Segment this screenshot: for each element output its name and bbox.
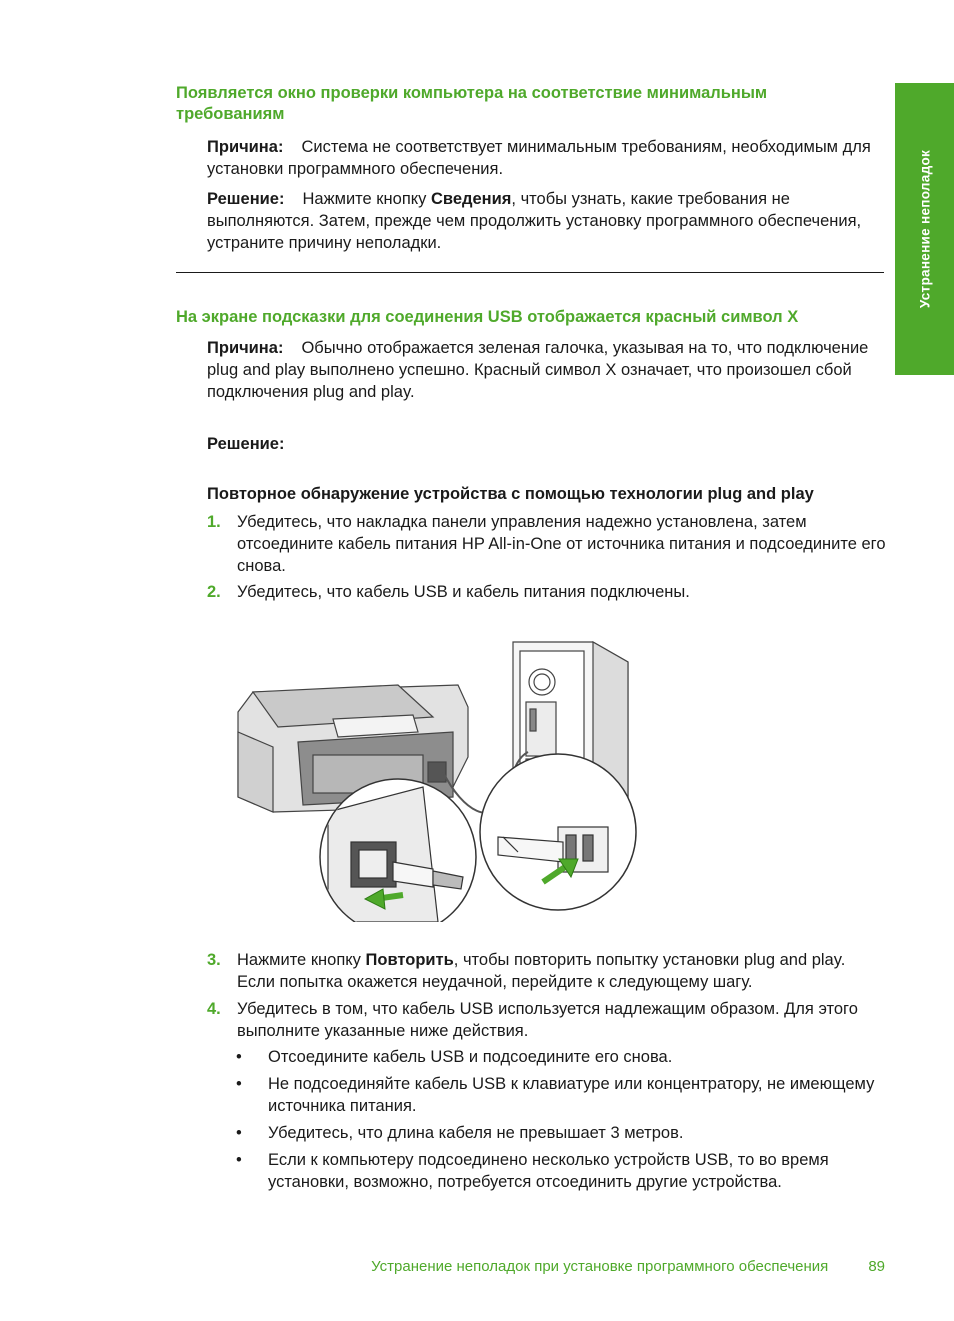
solution-label: Решение: bbox=[207, 190, 285, 208]
footer-section-title: Устранение неполадок при установке программного обеспечения bbox=[371, 1258, 829, 1275]
section1-heading: Появляется окно проверки компьютера на соответствие минимальным требованиям bbox=[176, 84, 768, 123]
bullet-symbol: • bbox=[236, 1075, 242, 1093]
step-text: Убедитесь, что накладка панели управления надежно установлена, затем отсоедините кабель питания HP All-in-One от источника питания и подсоедините его снова. bbox=[237, 513, 886, 575]
bullet-item bbox=[236, 1122, 888, 1144]
section2-solution bbox=[207, 433, 887, 455]
step-text-post: , чтобы повторить попытку установки plug and play. Если попытка окажется неудачной, перейдите к следующему шагу. bbox=[237, 951, 846, 991]
usb-connection-illustration bbox=[233, 637, 643, 922]
step-number: 4. bbox=[207, 1000, 221, 1018]
bullet-text: Убедитесь, что длина кабеля не превышает 3 метров. bbox=[268, 1124, 684, 1142]
section2-heading: На экране подсказки для соединения USB отображается красный символ X bbox=[176, 308, 799, 326]
step-item bbox=[207, 949, 887, 993]
solution-text-post: , чтобы узнать, какие требования не выполняются. Затем, прежде чем продолжить установку программного обеспечения, устраните причину неполадки. bbox=[207, 190, 862, 252]
bullet-item bbox=[236, 1149, 888, 1193]
bullet-text: Не подсоединяйте кабель USB к клавиатуре или концентратору, не имеющему источника питания. bbox=[268, 1075, 875, 1115]
cause-text: Обычно отображается зеленая галочка, указывая на то, что подключение plug and play выполнено успешно. Красный символ X означает, что произошел сбой подключения plug and play. bbox=[207, 339, 869, 401]
step-number: 2. bbox=[207, 583, 221, 601]
solution-text-pre: Нажмите кнопку bbox=[302, 190, 431, 208]
bullet-text: Отсоедините кабель USB и подсоедините его снова. bbox=[268, 1048, 673, 1066]
retry-button-name: Повторить bbox=[365, 951, 454, 969]
section-divider bbox=[176, 272, 884, 273]
page-number: 89 bbox=[868, 1258, 885, 1275]
step-item bbox=[207, 511, 887, 577]
solution-label: Решение: bbox=[207, 435, 285, 453]
step-item bbox=[207, 581, 887, 603]
bullet-text: Если к компьютеру подсоединено несколько устройств USB, то во время установки, возможно, потребуется отсоединить другие устройства. bbox=[268, 1151, 829, 1191]
step-number: 3. bbox=[207, 951, 221, 969]
section1-cause bbox=[207, 136, 887, 180]
cause-label: Причина: bbox=[207, 339, 284, 357]
procedure-subheading: Повторное обнаружение устройства с помощью технологии plug and play bbox=[207, 485, 814, 503]
step-text: Убедитесь, что кабель USB и кабель питания подключены. bbox=[237, 583, 690, 601]
page-footer bbox=[300, 1258, 885, 1275]
bullet-item bbox=[236, 1046, 888, 1068]
bullet-item bbox=[236, 1073, 888, 1117]
bullet-symbol: • bbox=[236, 1151, 242, 1169]
step-text-pre: Нажмите кнопку bbox=[237, 951, 366, 969]
side-tab-label: Устранение неполадок bbox=[917, 149, 932, 309]
bullet-symbol: • bbox=[236, 1124, 242, 1142]
step-item bbox=[207, 998, 887, 1042]
computer-port-zoom bbox=[480, 754, 636, 910]
section1-solution bbox=[207, 188, 887, 254]
side-tab bbox=[895, 83, 954, 375]
printer-port-zoom bbox=[320, 779, 476, 922]
cause-label: Причина: bbox=[207, 138, 284, 156]
step-number: 1. bbox=[207, 513, 221, 531]
details-button-name: Сведения bbox=[431, 190, 512, 208]
cause-text: Система не соответствует минимальным требованиям, необходимым для установки программного обеспечения. bbox=[207, 138, 871, 178]
step-text: Убедитесь в том, что кабель USB используется надлежащим образом. Для этого выполните указанные ниже действия. bbox=[237, 1000, 858, 1040]
bullet-symbol: • bbox=[236, 1048, 242, 1066]
step-text bbox=[237, 949, 887, 993]
section2-cause bbox=[207, 337, 887, 403]
